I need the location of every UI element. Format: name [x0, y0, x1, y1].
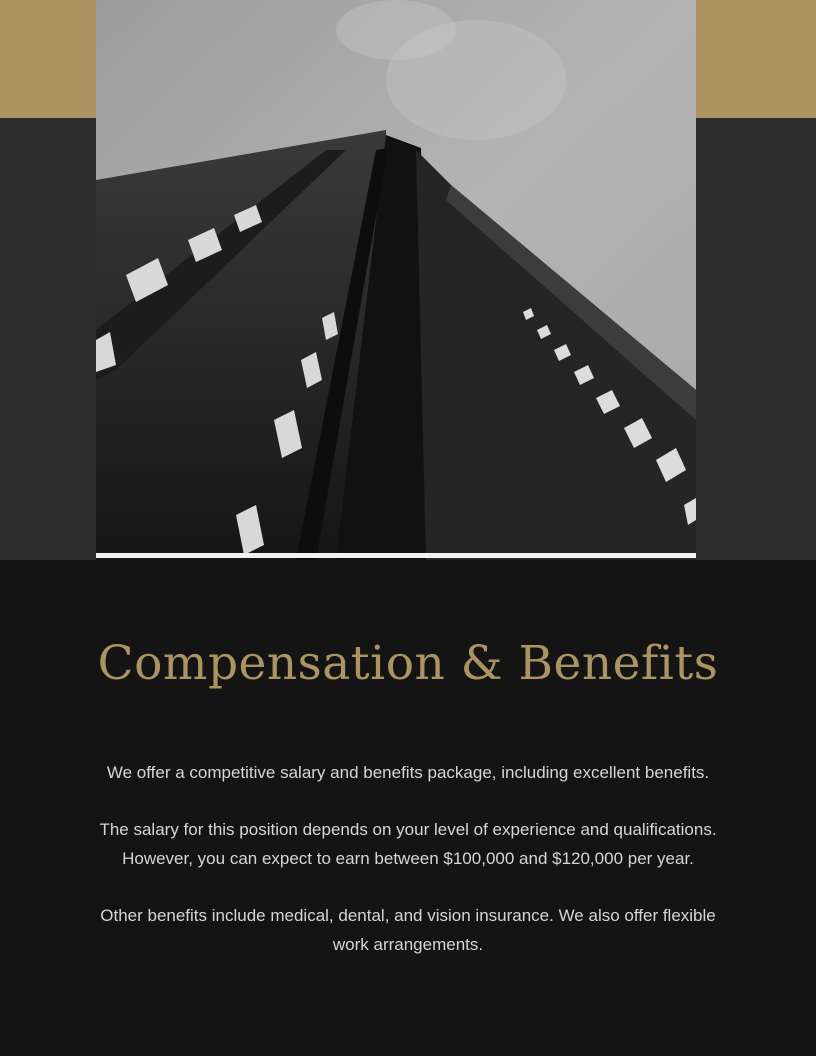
skyscraper-photo — [96, 0, 696, 560]
section-body — [96, 758, 720, 987]
paragraph-benefits: Other benefits include medical, dental, and vision insurance. We also offer flexible work arrangements. — [100, 906, 716, 954]
section-title: Compensation & Benefits — [97, 636, 719, 691]
paragraph-intro: We offer a competitive salary and benefits package, including excellent benefits. — [106, 763, 710, 782]
paragraph-salary: The salary for this position depends on your level of experience and qualifications. However, you can expect to earn between $100,000 and $120,000 per year. — [99, 820, 717, 868]
